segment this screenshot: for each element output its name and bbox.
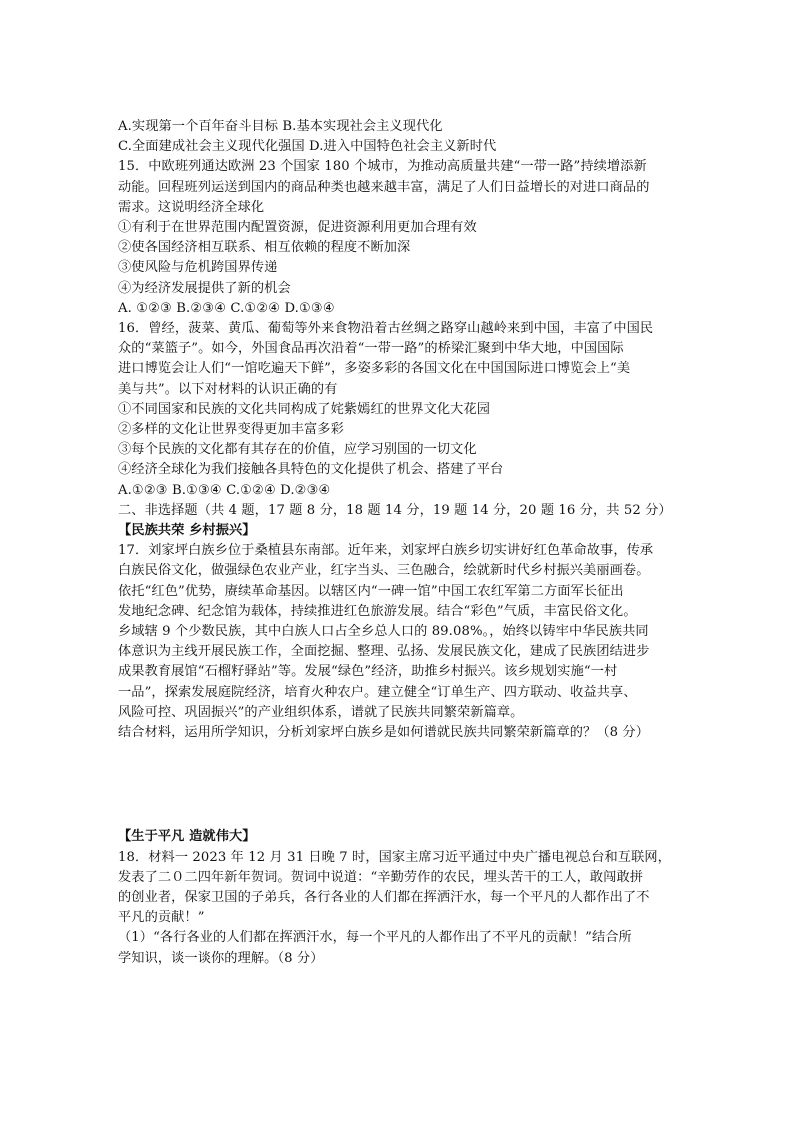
q18-line: 发表了二０二四年新年贺词。贺词中说道：“辛勤劳作的农民，埋头苦干的工人，敢闯敢拼 <box>118 869 644 885</box>
q14-options-line1: A.实现第一个百年奋斗目标 B.基本实现社会主义现代化 <box>118 119 443 134</box>
q17-line: 乡域辖 9 个少数民族，其中白族人口占全乡总人口的 89.08%。，始终以铸牢中华民族共同 <box>118 624 649 640</box>
question-17 <box>118 541 684 743</box>
q18-subquestion: 学知识，谈一谈你的理解。（8 分） <box>118 950 324 966</box>
q16-item: ①不同国家和民族的文化共同构成了姹紫嫣红的世界文化大花园 <box>118 401 491 417</box>
q17-line: 成果教育展馆“石榴籽驿站”等。发展“绿色”经济，助推乡村振兴。该乡规划实施“一村 <box>118 664 618 680</box>
q17-question: 结合材料，运用所学知识，分析刘家坪白族乡是如何谱就民族共同繁荣新篇章的？（8 分） <box>118 725 649 741</box>
q17-line: 17．刘家坪白族乡位于桑植县东南部。近年来，刘家坪白族乡切实讲好红色革命故事，传承 <box>118 543 654 559</box>
q18-line: 的创业者，保家卫国的子弟兵，各行各业的人们都在挥洒汗水，每一个平凡的人都作出了不 <box>118 889 650 905</box>
theme-heading-1: 【民族共荣 乡村振兴】 <box>118 523 256 539</box>
q15-stem-line: 需求。这说明经济全球化 <box>118 199 265 215</box>
q16-item: ③每个民族的文化都有其存在的价值，应学习别国的一切文化 <box>118 442 477 458</box>
q17-line: 体意识为主线开展民族工作，全面挖掘、整理、弘扬、发展民族文化，建成了民族团结进步 <box>118 644 650 660</box>
theme-heading-2: 【生于平凡 造就伟大】 <box>118 829 256 845</box>
q15-options: A. ①②③ B.②③④ C.①②④ D.①③④ <box>118 300 335 316</box>
q17-line: 白族民俗文化，做强绿色农业产业，红字当头、三色融合，绘就新时代乡村振兴美丽画卷。 <box>118 563 650 579</box>
q17-line: 依托“红色”优势，赓续革命基因。以辖区内“一碑一馆”中国工农红军第二方面军长征出 <box>118 583 624 599</box>
q16-item: ④经济全球化为我们接触各具特色的文化提供了机会、搭建了平台 <box>118 462 504 478</box>
q16-item: ②多样的文化让世界变得更加丰富多彩 <box>118 422 344 438</box>
question-18 <box>118 848 684 969</box>
q15-stem-line: 15．中欧班列通达欧洲 23 个国家 180 个城市，为推动高质量共建“一带一路”持续增添新 <box>118 159 647 175</box>
q17-line: 一品”，探索发展庭院经济，培育火种农户。建立健全“订单生产、四方联动、收益共享、 <box>118 684 637 700</box>
q16-options: A.①②③ B.①③④ C.①②④ D.②③④ <box>118 482 331 498</box>
q18-subquestion: （1）“各行各业的人们都在挥洒汗水，每一个平凡的人都作出了不平凡的贡献！”结合所 <box>118 930 632 946</box>
q15-stem-line: 动能。回程班列运送到国内的商品种类也越来越丰富，满足了人们日益增长的对进口商品的 <box>118 179 650 195</box>
q18-line: 18．材料一 2023 年 12 月 31 日晚 7 时，国家主席习近平通过中央广播电视总台和互联网， <box>118 849 671 865</box>
q15-item: ④为经济发展提供了新的机会 <box>118 280 291 296</box>
q17-line: 风险可控、巩固振兴”的产业组织体系，谱就了民族共同繁荣新篇章。 <box>118 704 524 720</box>
section2-header: 二、非选择题（共 4 题，17 题 8 分，18 题 14 分，19 题 14 分，20 题 16 分，共 52 分） <box>118 502 672 518</box>
q16-stem-line: 16．曾经，菠菜、黄瓜、葡萄等外来食物沿着古丝绸之路穿山越岭来到中国，丰富了中国民 <box>118 321 654 337</box>
q18-line: 平凡的贡献！” <box>118 910 205 926</box>
answer-space <box>118 743 684 827</box>
q15-item: ①有利于在世界范围内配置资源，促进资源利用更加合理有效 <box>118 220 477 236</box>
q15-item: ③使风险与危机跨国界传递 <box>118 260 278 276</box>
q16-stem-line: 进口博览会让人们“一馆吃遍天下鲜”，多姿多彩的各国文化在中国国际进口博览会上“美 <box>118 361 631 377</box>
q17-line: 发地纪念碑、纪念馆为载体，持续推进红色旅游发展。结合“彩色”气质，丰富民俗文化。 <box>118 603 637 619</box>
q16-stem-line: 众的“菜篮子”。如今，外国食品再次沿着“一带一路”的桥梁汇聚到中华大地，中国国际 <box>118 341 624 357</box>
exam-page <box>118 117 684 969</box>
q16-stem-line: 美与共”。以下对材料的认识正确的有 <box>118 381 338 397</box>
question-15 <box>118 157 684 319</box>
question-16 <box>118 319 684 501</box>
q15-item: ②使各国经济相互联系、相互依赖的程度不断加深 <box>118 240 411 256</box>
q14-options-line2: C.全面建成社会主义现代化强国 D.进入中国特色社会主义新时代 <box>118 139 497 155</box>
